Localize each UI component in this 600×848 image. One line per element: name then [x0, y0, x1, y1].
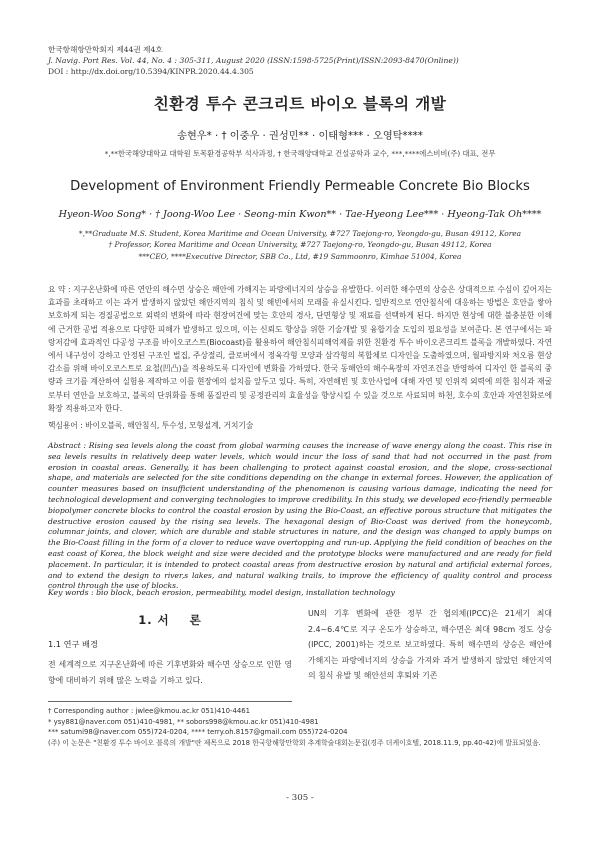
affiliation-english — [0, 228, 600, 262]
journal-header-doi: DOI : http://dx.doi.org/10.5394/KINPR.2020.44.4.305 — [48, 67, 254, 77]
footnote-contact: *** satumi98@naver.com 055)724-0204, **** terry.oh.8157@gmail.com 055)724-0204 — [48, 728, 348, 737]
footnote-presentation-note: (주) 이 논문은 "친환경 투수 바이오 블록의 개발"란 제목으로 2018 한국항해항만학회 추계학술대회논문집(경주 더케이호텔, 2018.11.9, pp.40-42)에 발표되었음. — [48, 738, 541, 747]
footnote-contact: * ysy881@naver.com 051)410-4981, ** sobors998@kmou.ac.kr 051)410-4981 — [48, 717, 319, 726]
footnote-corresponding-author: † Corresponding author : jwlee@kmou.ac.kr 051)410-4461 — [48, 707, 251, 715]
authors-english: Hyeon-Woo Song* · † Joong-Woo Lee · Seong-min Kwon** · Tae-Hyeong Lee*** · Hyeong-Tak Oh**** — [58, 209, 542, 220]
affiliation-english-line: ***CEO, ****Executive Director, SBB Co., Ltd, #19 Sammoonro, Kimhae 51004, Korea — [138, 251, 462, 261]
section-title-introduction: 1. 서 론 — [138, 613, 202, 627]
page-number: - 305 - — [286, 793, 314, 803]
subsection-title-background: 1.1 연구 배경 — [48, 639, 98, 649]
keywords-korean: 핵심용어 : 바이오블록, 해안침식, 투수성, 모형설계, 거치기술 — [48, 421, 254, 430]
journal-header-line2: J. Navig. Port Res. Vol. 44, No. 4 : 305-311, August 2020 (ISSN:1598-5725(Print)/ISSN:2093-8470(Online)) — [48, 56, 459, 66]
journal-header-line1: 한국항해항만학회지 제44권 제4호 — [48, 45, 163, 54]
affiliation-english-line: † Professor, Korea Maritime and Ocean University, #727 Taejong-ro, Yeongdo-gu, Busan 49112, Korea — [108, 240, 492, 250]
paper-title-korean: 친환경 투수 콘크리트 바이오 블록의 개발 — [153, 95, 447, 113]
paper-title-english: Development of Environment Friendly Permeable Concrete Bio Blocks — [70, 179, 530, 194]
footnotes — [48, 706, 552, 748]
abstract-english: Abstract : Rising sea levels along the coast from global warming causes the increase of wave energy along the coast. This rise in sea levels results in relatively deep water levels, which would incur the loss of sand that had not occurred in the past from erosion in coastal areas. Generally, it has been challenging to protect against coastal erosion, and the slope, cross-sectional shape, and materials are selected for the site conditions depending on the change in external forces. However, the application of counter measures based on insufficient understanding of the phenomenon is causing various damage, indicating the need for technological development and converging technologies to improve credibility. In this study, we developed eco-friendly permeable biopolymer concrete blocks to control the coastal erosion by using the Bio-Coast, an effective porous structure that mitigates the destructive erosion caused by the rising sea levels. The hexagonal design of Bio-Coast was derived from the honeycomb, columnar joints, and clover, which are durable and stable structures in nature, and the design was changed to apply bumps on the Bio-Coast filling in the form of a clover to reduce wave overtopping and run-up. Applying the field condition of beaches on the east coast of Korea, the block weight and size were decided and the prototype blocks were manufactured and are ready for field placement. In particular, it is intended to protect coastal areas from destructive erosion by natural and artificial external forces, and to extend the design to river,s lakes, and natural walking trails, to improve the efficiency of quality control and process control through the use of blocks. — [48, 441, 552, 591]
keywords-english: Key words : bio block, beach erosion, permeability, model design, installation technology — [48, 588, 395, 597]
body-text-left-column: 전 세계적으로 지구온난화에 따른 기후변화와 해수면 상승으로 인한 영향에 대비하기 위해 많은 노력을 기하고 있다. — [48, 660, 292, 685]
affiliation-english-line: *,**Graduate M.S. Student, Korea Maritime and Ocean University, #727 Taejong-ro, Yeongdo-gu, Busan 49112, Korea — [78, 229, 522, 238]
body-text-right-column: UN의 기후 변화에 관한 정부 간 협의체(IPCC)은 21세기 최대 2.4~6.4℃로 지구 온도가 상승하고, 해수면은 최대 98cm 정도 상승(IPCC, 2001)하는 것으로 보고하였다. 특히 해수면의 상승은 해안에 가해지는 파랑에너지의 상승을 가져와 과거 발생하지 않았던 해안지역의 침식 유발 및 해안선의 후퇴와 기존 — [308, 609, 552, 681]
authors-korean: 송현우* · † 이중우 · 권성민** · 이태형*** · 오영탁**** — [177, 131, 423, 142]
footnote-divider — [48, 701, 292, 702]
affiliation-korean: *,**한국해양대학교 대학원 토목환경공학부 석사과정, † 한국해양대학교 건설공학과 교수, ***,****에스비비(주) 대표, 전무 — [104, 149, 496, 158]
abstract-korean: 요 약 : 지구온난화에 따른 연안의 해수면 상승은 해안에 가해지는 파랑에너지의 상승을 유발한다. 이러한 해수면의 상승은 상대적으로 수심이 깊어지는 효과를 초래하고 이는 과거 발생하지 않았던 해안지역의 침식 및 해빈에서의 모래를 유실시킨다. 일반적으로 연안침식에 대응하는 방법은 호안을 쌓아 보호하게 되는 경질공법으로 외력의 변화에 따라 현장여건에 맞는 호안의 경사, 단면형상 및 재료를 선택하게 된다. 하지만 현상에 대한 불충분한 이해에 근거한 공법 적용으로 다양한 피해가 발생하고 있으며, 이는 신뢰도 향상을 위한 기술개발 및 융합기술 도입의 필요성을 보여준다. 본 연구에서는 파랑저감에 효과적인 다공성 구조를 바이오코스트(Biocoast)를 활용하여 해안침식피해억제를 위한 친환경 투수 바이오콘크리트 블록을 개발하였다. 자연에서 내구성이 강하고 안정된 구조인 벌집, 주상절리, 클로버에서 정육각형 모양과 삼각형의 복합체로 디자인을 도출하였으며, 월파방지와 처오름 현상 감소를 위해 바이오코스트로 요철(凹凸)을 적용하도록 디자인에 변화를 가하였다. 한국 동해안의 해수욕장의 자연조건을 반영하여 디자인 한 블록의 중량과 크기를 계산하여 실험용 제작하고 이를 현장에의 설치를 앞두고 있다. 특히, 자연해빈 및 호안사업에 대해 자연 및 인위적 외력에 의한 침식과 재굴로부터 연안을 보호하고, 블록의 단위화를 통해 품질관리 및 공정관리의 효율성을 향상시킬 수 있을 것으로 사료되며 하천, 호수의 호안과 자연친화로에 확장 적용하고자 한다. — [48, 285, 552, 413]
journal-header — [48, 44, 459, 78]
